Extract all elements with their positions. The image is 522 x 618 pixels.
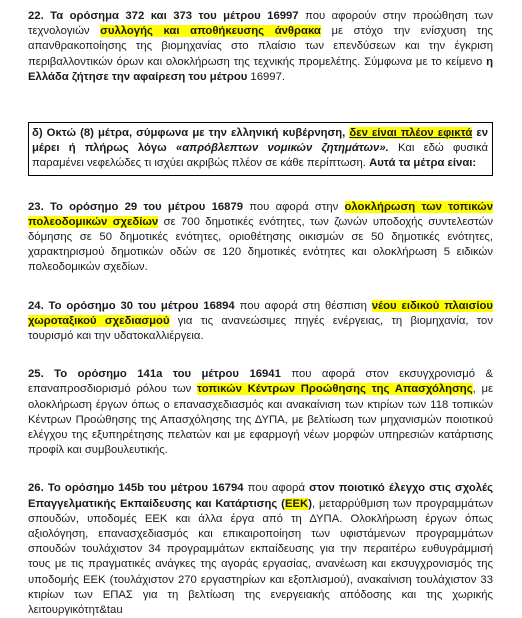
boxed-note-heading: δ) Οκτώ (8) μέτρα, σύμφωνα με την ελληνική κυβέρνηση,	[32, 127, 350, 140]
paragraph-22	[28, 9, 493, 85]
paragraph-23-text-2: σε 700 δημοτικές ενότητες, των ζωνών υποδοχής συντελεστών δόμησης σε 50 δημοτικές ενότητες, οριοθέτησης οικισμών σε 50 δημοτικές ενότητες, χαρακτηρισμού δημοτικών οδών σε 120 δημοτικές ενότητες και ολοκλήρωση 5 ειδικών πολεοδομικών σχεδίων.	[28, 215, 493, 274]
boxed-note-list-intro: Αυτά τα μέτρα είναι:	[369, 157, 477, 170]
paragraph-26-text-1: που αφορά	[243, 482, 310, 495]
paragraph-23-text-1: που αφορά στην	[243, 200, 345, 213]
paragraph-26	[28, 481, 493, 618]
highlight-eek: ΕΕΚ	[284, 497, 309, 510]
milestone-25-heading: 25. Το ορόσημο 141a του μέτρου 16941	[28, 368, 281, 381]
milestone-23-heading: 23. Το ορόσημο 29 του μέτρου 16879	[28, 200, 244, 213]
paragraph-22-bold-removal: η Ελλάδα ζήτησε την αφαίρεση του μέτρου	[28, 55, 493, 83]
boxed-note-text-plain: Και εδώ φυσικά παραμένει νεφελώδες τι ισχύει ακριβώς πλέον σε κάθε περίπτωση.	[32, 142, 488, 170]
paragraph-23	[28, 200, 493, 276]
highlight-spatial-planning: νέου ειδικού πλαισίου χωροταξικού σχεδιασμού	[28, 299, 494, 327]
paragraph-24-text-2: για τις ανανεώσιμες πηγές ενέργειας, τη βιομηχανία, τον τουρισμό και την υδατοκαλλιέργεια.	[28, 314, 493, 343]
paragraph-25-text-2: , με ολοκλήρωση έργων όπως ο επανασχεδιασμός και ανακαίνιση των κτιρίων των 118 τοπικών Κέντρων Προώθησης της Απασχόλησης της ΔΥΠΑ, με βελτίωση των μηχανισμών ποιοτικού ελέγχου της εξυπηρέτησης πελατών και με εφαρμογή νέων μορφών υπηρεσιών κατάρτισης προφίλ και συμβουλευτικής.	[28, 383, 493, 457]
highlight-urban-plans: ολοκλήρωση των τοπικών πολεοδομικών σχεδίων	[28, 200, 493, 228]
paragraph-25-text-1: που αφορά στον εκσυγχρονισμό & επαναπροσδιορισμό ρόλου των	[28, 368, 493, 396]
paragraph-22-text-2: με στόχο την ενίσχυση της απανθρακοποίησης της βιομηχανίας στο πλαίσιο των επενδύσεων και την έγκριση περιβαλλοντικών όρων και ολοκλήρωση της τεχνικής προμελέτης. Σύμφωνα με το κείμενο	[28, 25, 493, 68]
paragraph-25	[28, 367, 493, 458]
highlight-employment-centres: τοπικών Κέντρων Προώθησης της Απασχόλησης	[197, 383, 473, 396]
paragraph-26-bold-quality: στον ποιοτικό έλεγχο στις σχολές Επαγγελματικής Εκπαίδευσης και Κατάρτισης (	[28, 482, 493, 510]
paragraph-24	[28, 299, 493, 345]
boxed-note-text	[32, 126, 488, 172]
highlight-not-feasible: δεν είναι πλέον εφικτά	[349, 127, 473, 140]
paragraph-24-text-1: που αφορά στη θέσπιση	[234, 299, 372, 312]
paragraph-22-text-3: 16997.	[247, 70, 285, 83]
milestone-22-heading: 22. Τα ορόσημα 372 και 373 του μέτρου 16997	[28, 10, 299, 22]
boxed-note	[28, 122, 493, 176]
paragraph-26-text-2: , μεταρρύθμιση των προγραμμάτων σπουδών, υποδομές ΕΕΚ και άλλα έργα από τη ΔΥΠΑ. Ολοκλήρωση έργων όπως αξιολόγηση, επανασχεδιασμός και επικαιροποίηση των υφιστάμενων προγραμμάτων σπουδών τουλάχιστον 34 προγραμμάτων εκπαίδευσης για την περαιτέρω ευθυγράμμισή τους με τις πραγματικές ανάγκες της αγοράς εργασίας, ανανέωση και εκσυγχρονισμός της υποδομής ΕΕΚ (τουλάχιστον 270 εργαστηρίων και εξοπλισμού), ανακαίνιση τουλάχιστον 33 κτιρίων των ΕΠΑΣ για τη βελτίωση της ενεργειακής απόδοσης και της χωρικής λειτουργικότητ&tau	[28, 497, 493, 617]
boxed-note-legal-issues: «απρόβλεπτων νομικών ζητημάτων».	[175, 142, 389, 155]
milestone-26-heading: 26. Το ορόσημο 145b του μέτρου 16794	[28, 482, 244, 495]
milestone-24-heading: 24. Το ορόσημο 30 του μέτρου 16894	[28, 299, 235, 312]
paragraph-22-text-1: που αφορούν στην προώθηση των τεχνολογιών	[28, 10, 493, 38]
highlight-carbon-capture: συλλογής και αποθήκευσης άνθρακα	[100, 25, 321, 38]
boxed-note-bold-2: εν μέρει ή πλήρως λόγω	[32, 127, 488, 155]
paragraph-26-bold-close: )	[308, 497, 312, 510]
